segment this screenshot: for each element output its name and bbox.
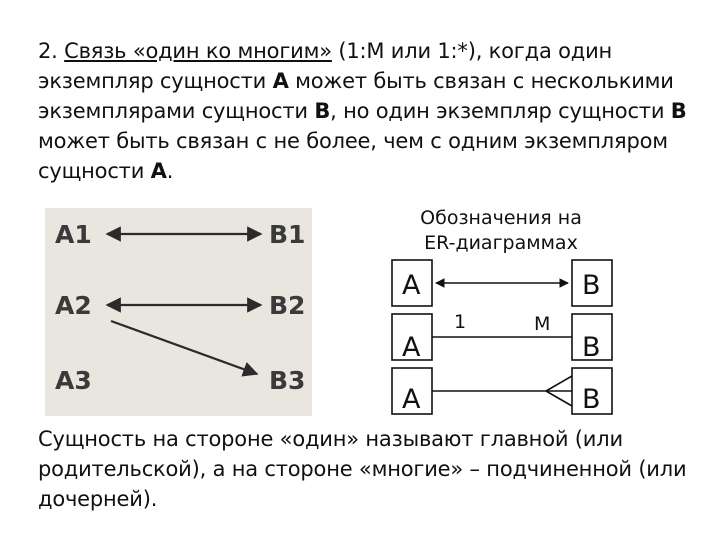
outro-paragraph: Сущность на стороне «один» называют главной (или родительской), а на стороне «многие» – подчиненной (или дочерней). bbox=[38, 427, 687, 511]
intro-paragraph bbox=[38, 36, 698, 186]
label-b2: B2 bbox=[269, 291, 306, 320]
entity-a-ref: A bbox=[272, 69, 289, 93]
intro-text-2: может быть связан с несколькими экземплярами сущности bbox=[38, 69, 674, 123]
entity-b-ref: B bbox=[314, 99, 331, 123]
label-b1: B1 bbox=[269, 220, 306, 249]
arrow-a2-b3 bbox=[111, 321, 257, 374]
legend-title bbox=[392, 206, 610, 256]
intro-text-1: (1:M или 1:*), когда один экземпляр сущности bbox=[38, 39, 613, 93]
legend-title-line1: Обозначения на bbox=[420, 207, 582, 229]
item-number: 2. bbox=[38, 39, 58, 63]
relationship-term: Связь «один ко многим» bbox=[64, 39, 332, 63]
er-label-b-3: B bbox=[582, 384, 601, 415]
intro-text-4: может быть связан с не более, чем с одним экземпляром сущности bbox=[38, 129, 668, 183]
er-card-many: M bbox=[534, 313, 551, 335]
intro-text-3: , но один экземпляр сущности bbox=[330, 99, 665, 123]
entity-a-ref: A bbox=[150, 159, 167, 183]
label-a3: A3 bbox=[55, 366, 92, 395]
legend-title-line2: ER-диаграммах bbox=[424, 232, 578, 254]
er-crowfoot-upper bbox=[546, 376, 572, 391]
er-label-a-3: A bbox=[402, 384, 421, 415]
entity-b-ref: B bbox=[670, 99, 687, 123]
er-card-one: 1 bbox=[454, 311, 467, 333]
er-label-a-2: A bbox=[402, 332, 421, 363]
er-notation-svg bbox=[390, 258, 616, 416]
instance-mapping-figure bbox=[45, 208, 312, 416]
er-label-b-2: B bbox=[582, 332, 601, 363]
er-label-b-1: B bbox=[582, 270, 601, 301]
er-crowfoot-lower bbox=[546, 391, 572, 406]
intro-text-5: . bbox=[166, 159, 174, 183]
label-b3: B3 bbox=[269, 366, 306, 395]
er-label-a-1: A bbox=[402, 270, 421, 301]
label-a2: A2 bbox=[55, 291, 92, 320]
er-notation-figure bbox=[390, 258, 616, 416]
instance-mapping-svg bbox=[45, 208, 312, 416]
label-a1: A1 bbox=[55, 220, 92, 249]
